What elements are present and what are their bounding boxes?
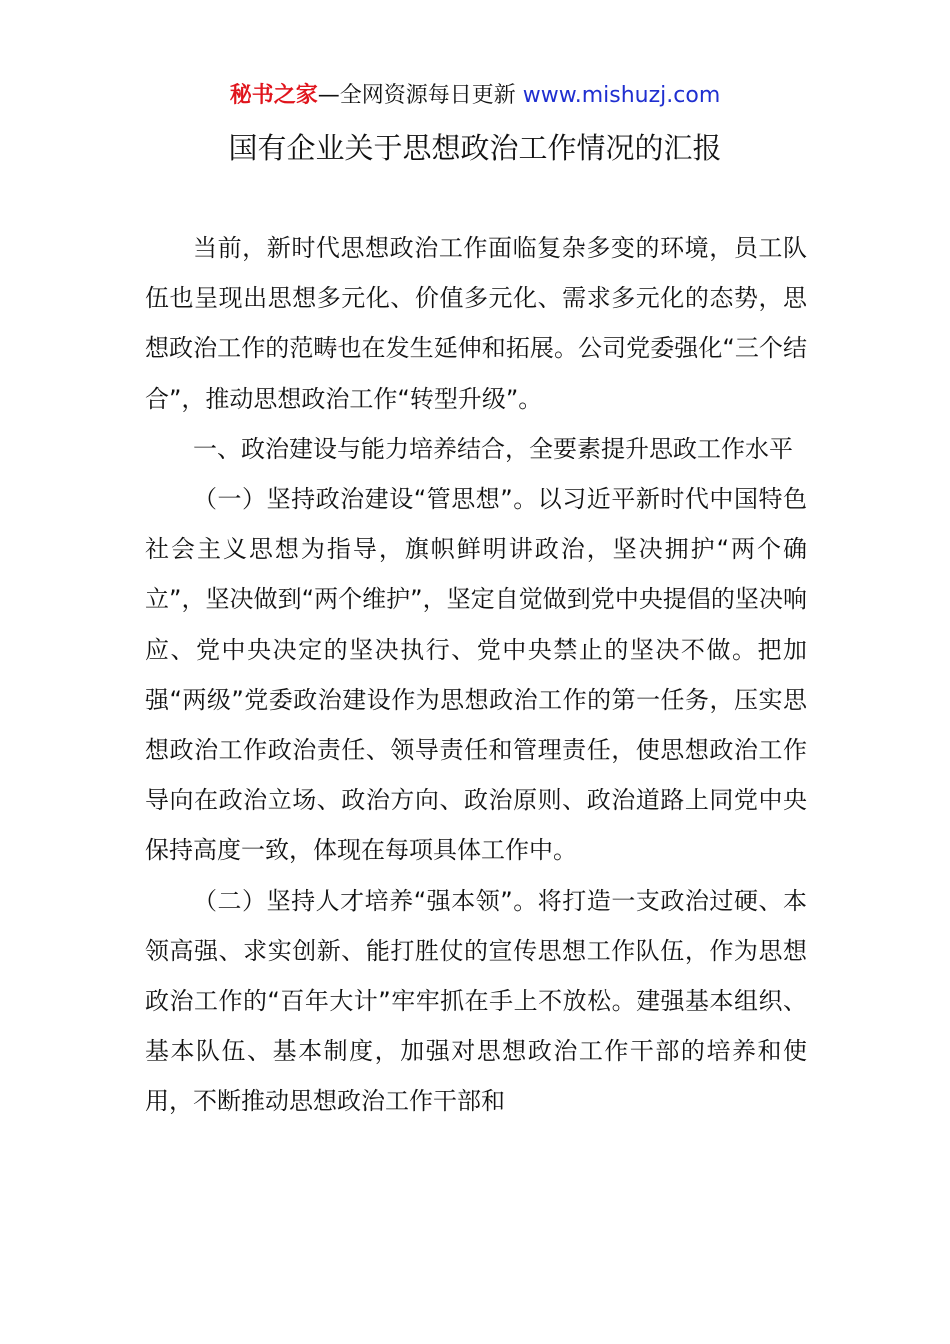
section-heading-1: 一、政治建设与能力培养结合，全要素提升思政工作水平	[193, 434, 793, 463]
paragraph-intro: 当前，新时代思想政治工作面临复杂多变的环境，员工队伍也呈现出思想多元化、价值多元化、需求多元化的态势，思想政治工作的范畴也在发生延伸和拓展。公司党委强化“三个结合”，推动思想政治工作“转型升级”。	[145, 234, 807, 413]
paragraph-1-2: （二）坚持人才培养“强本领”。将打造一支政治过硬、本领高强、求实创新、能打胜仗的宣传思想工作队伍，作为思想政治工作的“百年大计”牢牢抓在手上不放松。建强基本组织、基本队伍、基本制度，加强对思想政治工作干部的培养和使用，不断推动思想政治工作干部和	[145, 886, 807, 1116]
site-header	[0, 80, 950, 112]
site-slogan: —全网资源每日更新	[317, 83, 523, 108]
site-url[interactable]: www.mishuzj.com	[522, 83, 721, 108]
document-title: 国有企业关于思想政治工作情况的汇报	[228, 131, 722, 165]
paragraph-1-1: （一）坚持政治建设“管思想”。以习近平新时代中国特色社会主义思想为指导，旗帜鲜明讲政治，坚决拥护“两个确立”，坚决做到“两个维护”，坚定自觉做到党中央提倡的坚决响应、党中央决定的坚决执行、党中央禁止的坚决不做。把加强“两级”党委政治建设作为思想政治工作的第一任务，压实思想政治工作政治责任、领导责任和管理责任，使思想政治工作导向在政治立场、政治方向、政治原则、政治道路上同党中央保持高度一致，体现在每项具体工作中。	[145, 485, 807, 865]
site-brand: 秘书之家	[229, 83, 318, 108]
document-body	[145, 223, 807, 1127]
